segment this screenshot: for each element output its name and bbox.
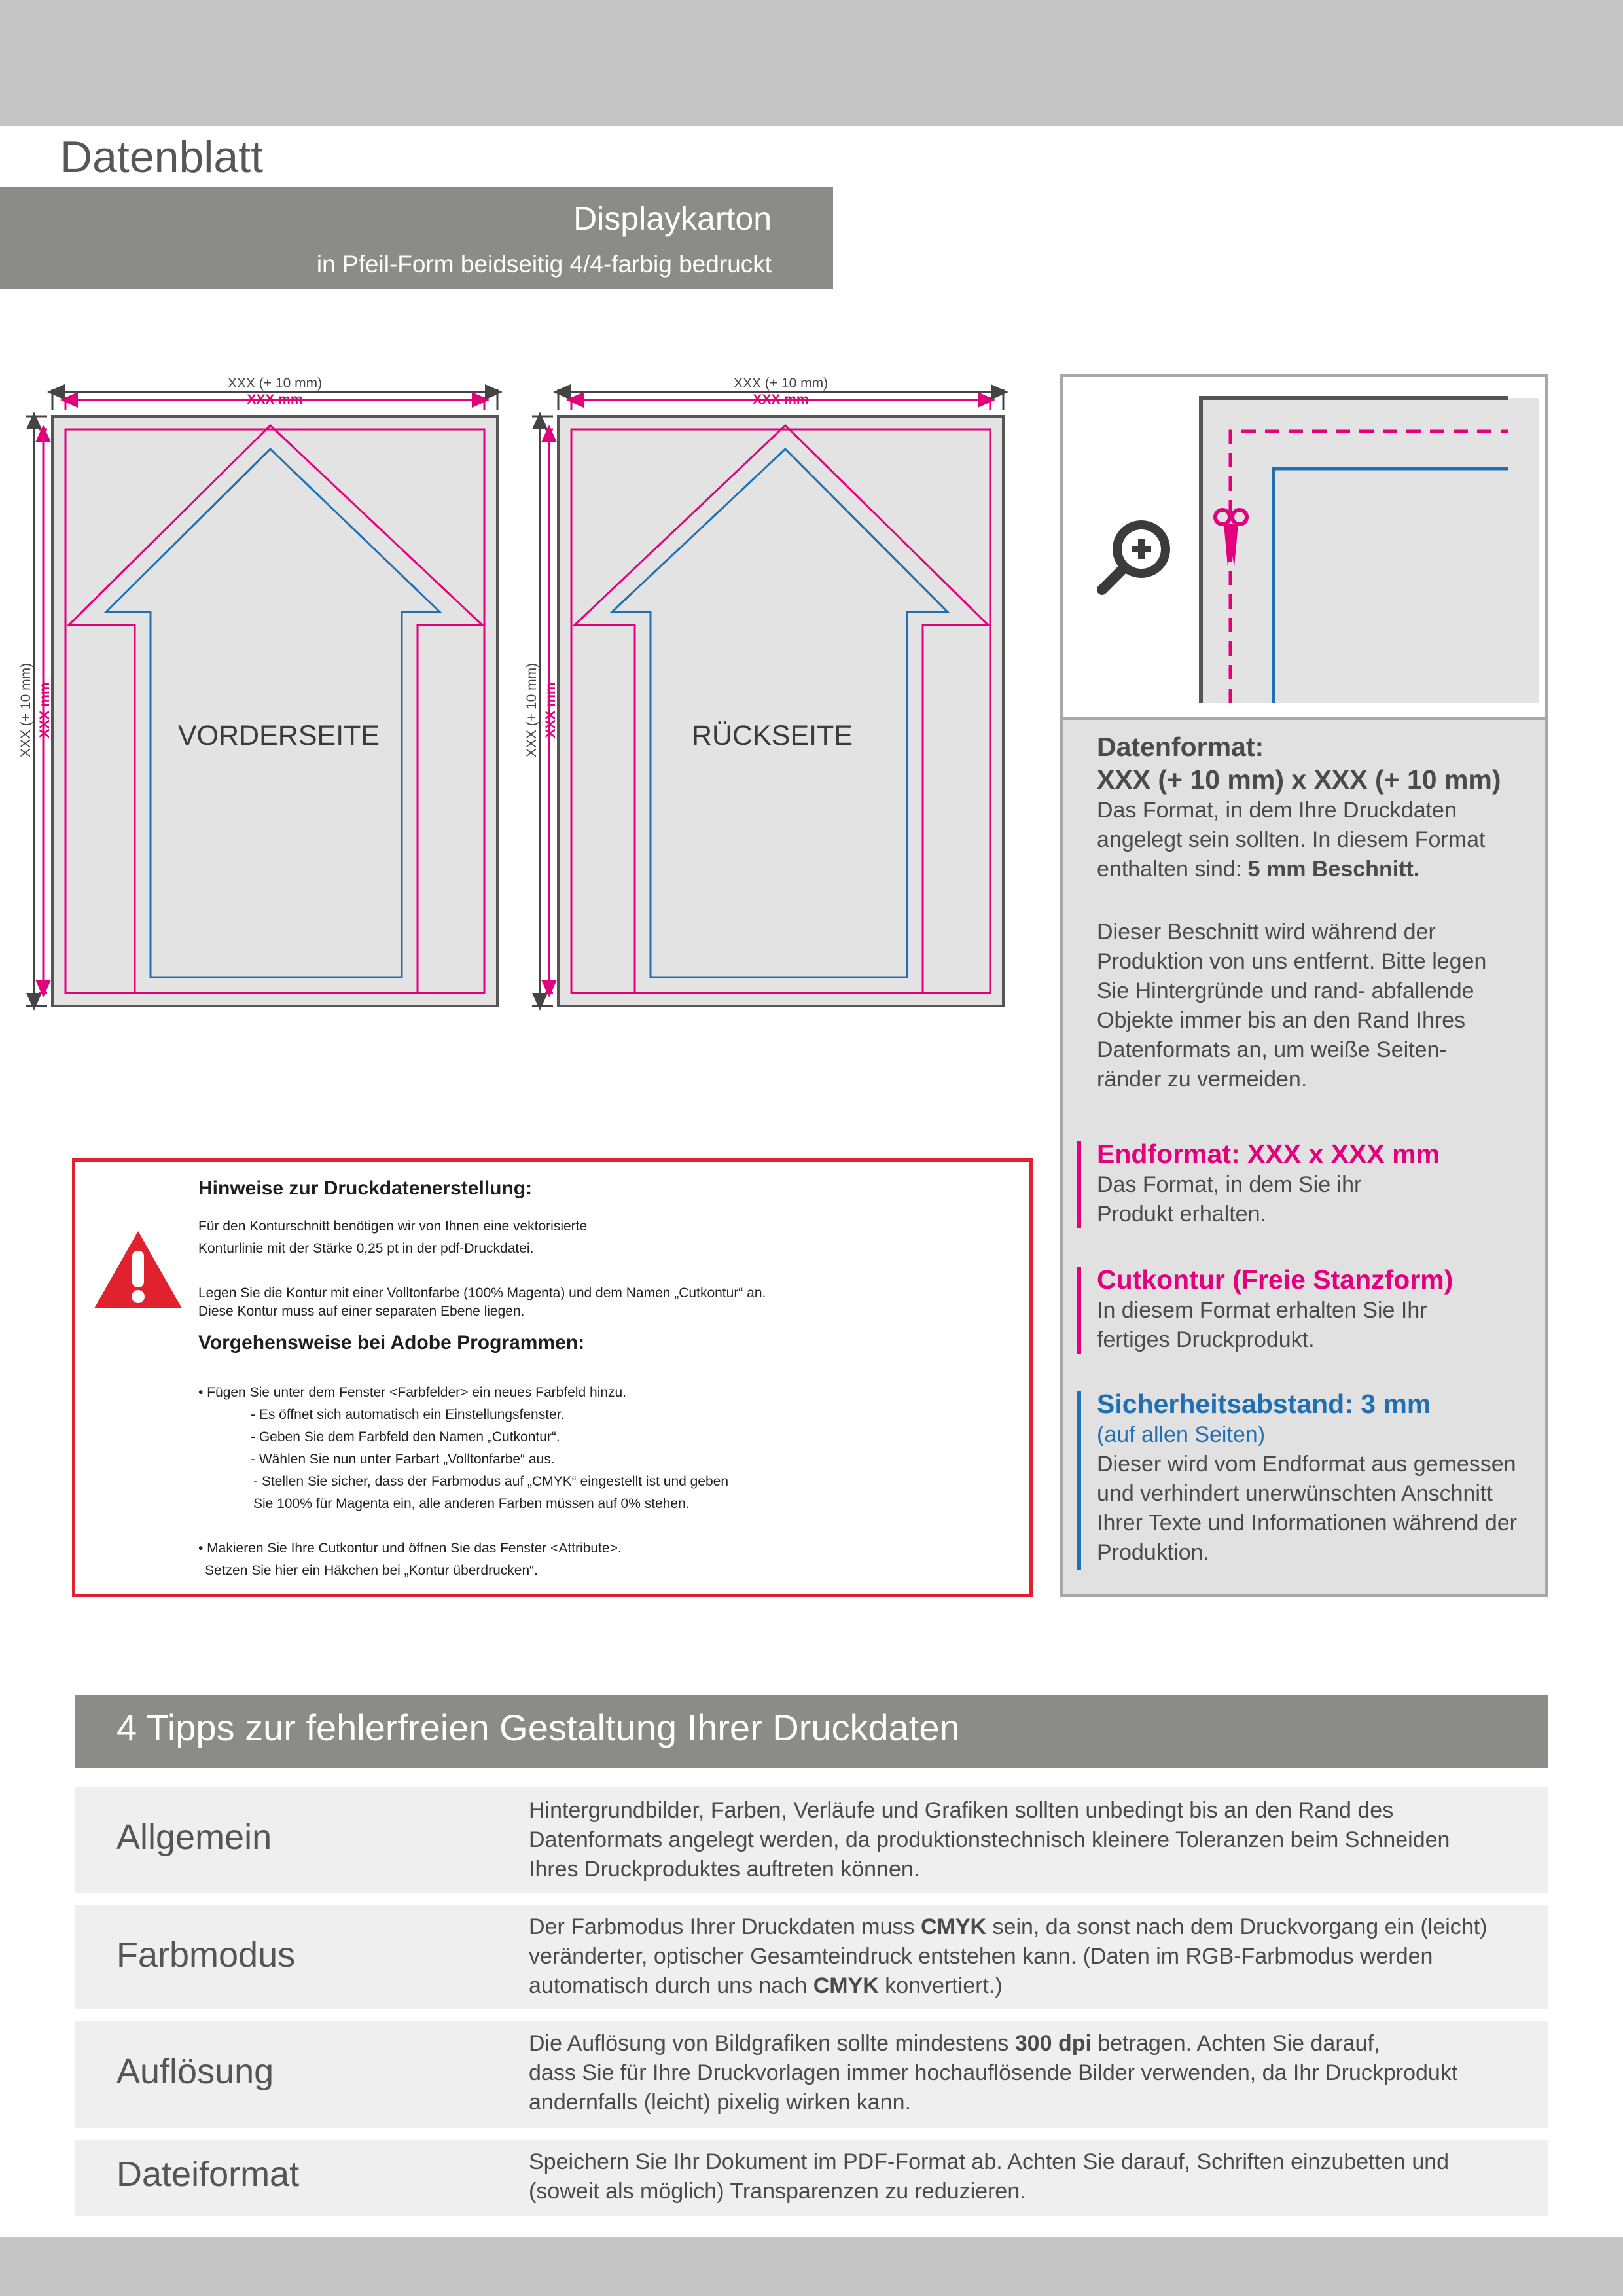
endformat-line-1: Das Format, in dem Sie ihr (1097, 1172, 1362, 1197)
datenformat-line-1: Das Format, in dem Ihre Druckdaten (1097, 798, 1457, 823)
front-side-label: VORDERSEITE (177, 720, 380, 751)
corner-detail-graphic (1063, 377, 1545, 717)
product-name: Displaykarton (573, 200, 772, 237)
tip-allgemein-line-1: Hintergrundbilder, Farben, Verläufe und Grafiken sollten unbedingt bis an den Rand des (529, 1798, 1394, 1823)
tip-farbmodus-line-1 (529, 1912, 1537, 1942)
cutkontur-heading: Cutkontur (Freie Stanzform) (1097, 1265, 1454, 1295)
adobe-step-5: - Stellen Sie sicher, dass der Farbmodus auf „CMYK“ eingestellt ist und geben (253, 1474, 729, 1489)
adobe-step-8: Setzen Sie hier ein Häkchen bei „Kontur überdrucken“. (205, 1563, 538, 1578)
adobe-step-3: - Geben Sie dem Farbfeld den Namen „Cutkontur“. (251, 1429, 560, 1444)
tip-farbmodus-line-3-c: konvertiert.) (878, 1973, 1003, 1998)
tip-dateiformat-line-2: (soweit als möglich) Transparenzen zu reduzieren. (529, 2179, 1026, 2204)
tip-aufloesung-line-1-a: Die Auflösung von Bildgrafiken sollte mindestens (529, 2031, 1015, 2056)
adobe-step-6: Sie 100% für Magenta ein, alle anderen Farben müssen auf 0% stehen. (253, 1496, 690, 1511)
datenformat-bleed: 5 mm Beschnitt. (1247, 857, 1420, 882)
safety-subheading: (auf allen Seiten) (1097, 1422, 1266, 1447)
safety-block (1097, 1388, 1517, 1568)
front-dim-left-outer: XXX (+ 10 mm) (18, 662, 33, 758)
page-title: Datenblatt (60, 132, 263, 182)
back-side-label: RÜCKSEITE (691, 720, 853, 751)
cutkontur-line-2: fertiges Druckprodukt. (1097, 1327, 1315, 1352)
beschnitt-line-5: Datenformats an, um weiße Seiten- (1097, 1037, 1447, 1062)
datenformat-line-2: angelegt sein sollten. In diesem Format (1097, 827, 1486, 852)
datenformat-block (1097, 730, 1501, 884)
datenformat-line-3 (1097, 855, 1501, 884)
back-dim-top-outer: XXX (+ 10 mm) (733, 376, 829, 391)
beschnitt-line-1: Dieser Beschnitt wird während der (1097, 920, 1436, 944)
tip-dateiformat-line-1: Speichern Sie Ihr Dokument im PDF-Format ab. Achten Sie darauf, Schriften einzubetten und (529, 2149, 1450, 2174)
title-tab (0, 126, 325, 187)
product-subtitle: in Pfeil-Form beidseitig 4/4-farbig bedruckt (316, 251, 772, 278)
tips-heading: 4 Tipps zur fehlerfreien Gestaltung Ihrer Druckdaten (116, 1707, 960, 1748)
adobe-step-7: • Makieren Sie Ihre Cutkontur und öffnen Sie das Fenster <Attribute>. (198, 1541, 622, 1556)
tip-farbmodus-line-2: veränderter, optischer Gesamteindruck entstehen kann. (Daten im RGB-Farbmodus werden (529, 1944, 1433, 1969)
tip-allgemein-line-2: Datenformats angelegt werden, da produktionstechnisch kleinere Toleranzen beim Schneiden (529, 1827, 1450, 1852)
safety-line-3: Ihrer Texte und Informationen während der (1097, 1511, 1517, 1535)
back-dim-left-inner: XXX mm (543, 682, 558, 738)
tip-aufloesung-dpi: 300 dpi (1014, 2031, 1092, 2056)
tip-row-aufloesung (75, 2021, 1548, 2128)
format-info-panel (1060, 720, 1548, 1597)
bottom-band (0, 2237, 1623, 2296)
print-notice-box (72, 1158, 1033, 1597)
beschnitt-line-4: Objekte immer bis an den Rand Ihres (1097, 1008, 1466, 1033)
tips-heading-bar (75, 1695, 1548, 1768)
notice-line-1: Für den Konturschnitt benötigen wir von Ihnen eine vektorisierte (198, 1219, 588, 1234)
safety-line-2: und verhindert unerwünschten Anschnitt (1097, 1481, 1493, 1506)
tip-farbmodus-cmyk: CMYK (920, 1914, 987, 1939)
endformat-block (1097, 1138, 1440, 1229)
tip-text-dateiformat (529, 2147, 1537, 2206)
tip-aufloesung-line-2: dass Sie für Ihre Druckvorlagen immer hochauflösende Bilder verwenden, da Ihr Druckprodukt (529, 2060, 1458, 2085)
tip-label-farbmodus: Farbmodus (116, 1935, 296, 1975)
tip-text-allgemein (529, 1796, 1537, 1884)
tip-allgemein-line-3: Ihres Druckproduktes auftreten können. (529, 1857, 920, 1882)
cutkontur-marker (1077, 1267, 1081, 1354)
datenformat-line-3-text: enthalten sind: (1097, 857, 1248, 882)
beschnitt-line-2: Produktion von uns entfernt. Bitte legen (1097, 949, 1487, 974)
tip-label-allgemein: Allgemein (116, 1818, 272, 1857)
datenformat-size: XXX (+ 10 mm) x XXX (+ 10 mm) (1097, 764, 1501, 795)
endformat-heading: Endformat: XXX x XXX mm (1097, 1139, 1440, 1169)
zoom-in-icon (1102, 520, 1170, 590)
tip-label-dateiformat: Dateiformat (116, 2155, 300, 2194)
notice-heading: Hinweise zur Druckdatenerstellung: (198, 1177, 533, 1199)
tip-farbmodus-line-3-a: automatisch durch uns nach (529, 1973, 813, 1998)
adobe-step-2: - Es öffnet sich automatisch ein Einstellungsfenster. (251, 1407, 565, 1422)
notice-line-2: Konturlinie mit der Stärke 0,25 pt in der pdf-Druckdatei. (198, 1241, 534, 1256)
front-dim-top-inner: XXX mm (247, 392, 303, 407)
template-diagrams (0, 363, 1034, 1018)
tip-row-allgemein (75, 1787, 1548, 1893)
tip-label-aufloesung: Auflösung (116, 2052, 274, 2091)
tip-row-dateiformat (75, 2140, 1548, 2216)
front-dim-left-inner: XXX mm (37, 682, 52, 738)
beschnitt-line-3: Sie Hintergründe und rand- abfallende (1097, 978, 1474, 1003)
beschnitt-line-6: ränder zu vermeiden. (1097, 1067, 1308, 1092)
safety-marker (1077, 1391, 1081, 1570)
notice-line-3: Legen Sie die Kontur mit einer Volltonfarbe (100% Magenta) und dem Namen „Cutkontur“ an. (198, 1285, 766, 1300)
tip-aufloesung-line-1-c: betragen. Achten Sie darauf, (1091, 2031, 1380, 2056)
safety-line-1: Dieser wird vom Endformat aus gemessen (1097, 1452, 1516, 1477)
back-dim-top-inner: XXX mm (753, 392, 809, 407)
adobe-heading: Vorgehensweise bei Adobe Programmen: (198, 1332, 585, 1354)
tip-aufloesung-line-3: andernfalls (leicht) pixelig wirken kann. (529, 2090, 911, 2115)
tip-text-farbmodus (529, 1912, 1537, 2001)
diagram-front (26, 389, 497, 1006)
safety-line-4: Produktion. (1097, 1540, 1209, 1565)
back-dim-left-outer: XXX (+ 10 mm) (524, 662, 539, 758)
top-band (0, 0, 1623, 126)
adobe-step-1: • Fügen Sie unter dem Fenster <Farbfelder> ein neues Farbfeld hinzu. (198, 1385, 627, 1400)
cutkontur-block (1097, 1263, 1453, 1355)
tip-farbmodus-line-1-a: Der Farbmodus Ihrer Druckdaten muss (529, 1914, 921, 1939)
product-band (0, 187, 833, 289)
endformat-marker (1077, 1141, 1081, 1228)
endformat-line-2: Produkt erhalten. (1097, 1202, 1266, 1227)
tip-farbmodus-line-3 (529, 1971, 1537, 2001)
front-dim-top-outer: XXX (+ 10 mm) (227, 376, 323, 391)
zoom-detail-box (1060, 374, 1548, 720)
tip-farbmodus-cmyk-2: CMYK (813, 1973, 879, 1998)
tip-row-farbmodus (75, 1905, 1548, 2009)
datenformat-heading: Datenformat: (1097, 732, 1264, 762)
cutkontur-line-1: In diesem Format erhalten Sie Ihr (1097, 1298, 1427, 1323)
adobe-step-4: - Wählen Sie nun unter Farbart „Volltonfarbe“ aus. (251, 1452, 555, 1467)
tip-text-aufloesung (529, 2029, 1537, 2117)
safety-heading: Sicherheitsabstand: 3 mm (1097, 1389, 1431, 1419)
beschnitt-block (1097, 918, 1486, 1094)
diagram-back (532, 389, 1003, 1006)
tip-aufloesung-line-1 (529, 2029, 1537, 2058)
warning-icon (92, 1229, 185, 1311)
tip-farbmodus-line-1-c: sein, da sonst nach dem Druckvorgang ein (leicht) (986, 1914, 1488, 1939)
notice-line-4: Diese Kontur muss auf einer separaten Ebene liegen. (198, 1304, 525, 1319)
